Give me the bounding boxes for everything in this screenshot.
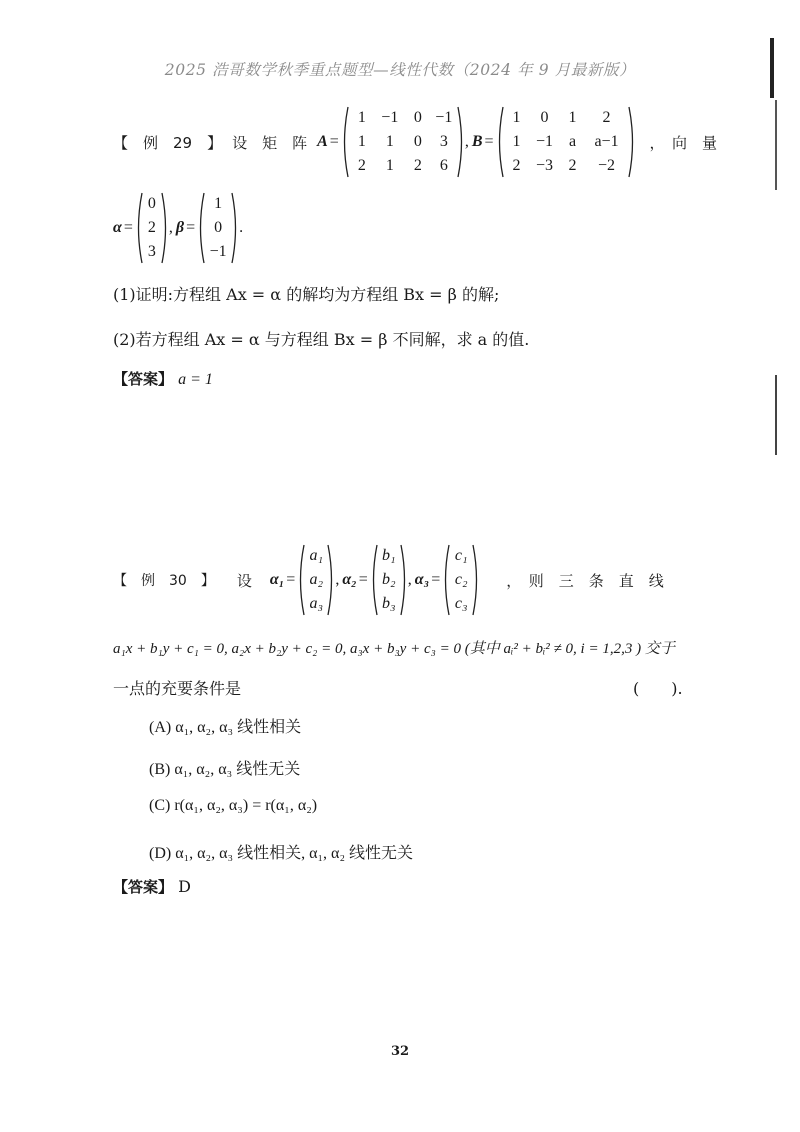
right-paren-icon <box>628 106 636 178</box>
ex29-label: 【 例 29 】 <box>113 133 223 152</box>
vector-alpha2-entry: b₂ <box>382 571 396 588</box>
vector-alpha-name: α <box>113 219 122 236</box>
ex30-answer <box>113 876 191 897</box>
vector-alpha2-entry: b₁ <box>382 547 396 564</box>
answer-value: D <box>178 877 191 896</box>
right-paren-icon <box>231 192 239 264</box>
right-paren-icon <box>472 544 480 616</box>
answer-value: a = 1 <box>178 371 213 388</box>
answer-label: 【答案】 <box>113 878 174 896</box>
vector-beta-entry: 1 <box>214 195 223 212</box>
vector-alpha3-entry: c₃ <box>454 595 468 612</box>
vector-alpha1-entries <box>305 544 327 616</box>
matrix-a-name: A <box>317 133 328 150</box>
vector-alpha-entries <box>143 192 161 264</box>
vector-alpha-entry: 0 <box>147 195 156 212</box>
matrix-b-entry: 1 <box>512 109 521 126</box>
matrix-a-entry: 0 <box>413 133 422 150</box>
option-b: (B) α₁, α₂, α₃ 线性无关 <box>149 761 301 778</box>
matrix-a <box>341 106 465 178</box>
ex29-vector-line: α = 0 2 3 , β = 1 0 −1 . <box>113 190 243 266</box>
matrix-b-entries <box>504 106 628 178</box>
vector-alpha2-entry: b₃ <box>382 595 396 612</box>
ex30-line-equations: a₁x + b₁y + c₁ = 0, a₂x + b₂y + c₂ = 0, a₃x + b₃y + c₃ = 0 (其中 aᵢ² + bᵢ² ≠ 0, i = 1,2,3 ) 交于 <box>113 641 675 657</box>
vector-alpha3 <box>442 544 480 616</box>
ex29-lead: 设 矩 阵 <box>232 133 308 152</box>
matrix-b-entry: 0 <box>540 109 549 126</box>
option-a: (A) α₁, α₂, α₃ 线性相关 <box>149 719 302 736</box>
option-d: (D) α₁, α₂, α₃ 线性相关, α₁, α₂ 线性无关 <box>149 845 414 862</box>
scan-edge-mark <box>775 100 777 190</box>
vector-alpha1-name: α₁ <box>269 571 285 588</box>
scan-edge-mark <box>775 375 777 455</box>
matrix-b-entry: a−1 <box>594 133 619 150</box>
matrix-b-entry: −2 <box>598 157 616 174</box>
vector-beta-entries <box>205 192 231 264</box>
equals-sign: = <box>329 133 339 150</box>
vector-alpha1 <box>297 544 335 616</box>
option-c: (C) r(α₁, α₂, α₃) = r(α₁, α₂) <box>149 797 318 814</box>
vector-alpha3-entries <box>450 544 472 616</box>
left-paren-icon <box>496 106 504 178</box>
vector-alpha3-entry: c₁ <box>454 547 468 564</box>
vector-alpha1-entry: a₁ <box>309 547 324 564</box>
vector-alpha1-entry: a₃ <box>309 595 324 612</box>
matrix-b-entry: a <box>568 133 577 150</box>
matrix-b-entry: 1 <box>568 109 577 126</box>
ex30-vector-line: 【 例 30 】 设 α₁ = a₁ a₂ a₃ , α₂ = b₁ b₂ b₃ , α₃ = c₁ c₂ c₃ ， 则 三 条 直 线 <box>113 542 693 618</box>
left-paren-icon <box>370 544 378 616</box>
vector-alpha-entry: 2 <box>147 219 156 236</box>
vector-alpha3-entry: c₂ <box>454 571 468 588</box>
left-paren-icon <box>442 544 450 616</box>
matrix-a-entry: 1 <box>385 157 394 174</box>
vector-alpha <box>135 192 169 264</box>
matrix-b-entry: −1 <box>536 133 554 150</box>
matrix-b <box>496 106 636 178</box>
left-paren-icon <box>297 544 305 616</box>
matrix-b-entry: 2 <box>568 157 577 174</box>
ex29-question-2: (2)若方程组 Ax = α 与方程组 Bx = β 不同解，求 a 的值. <box>113 330 530 349</box>
vector-beta <box>197 192 239 264</box>
matrix-a-entry: −1 <box>381 109 399 126</box>
right-paren-icon <box>400 544 408 616</box>
vector-beta-entry: 0 <box>214 219 223 236</box>
right-paren-icon <box>457 106 465 178</box>
vector-alpha3-name: α₃ <box>414 571 430 588</box>
matrix-a-entry: 6 <box>439 157 448 174</box>
ex29-tail: ， 向 量 <box>649 133 718 152</box>
matrix-a-entry: 1 <box>357 133 366 150</box>
matrix-a-entry: 1 <box>357 109 366 126</box>
vector-alpha2 <box>370 544 408 616</box>
matrix-a-entry: 3 <box>439 133 448 150</box>
ex30-answer-blank: ( ). <box>633 679 683 698</box>
matrix-a-entry: 0 <box>413 109 422 126</box>
vector-beta-entry: −1 <box>209 243 227 260</box>
ex30-tail: ， 则 三 条 直 线 <box>506 571 664 590</box>
ex30-lead: 设 <box>236 571 252 590</box>
matrix-a-entry: 1 <box>385 133 394 150</box>
ex29-answer <box>113 368 213 389</box>
matrix-b-name: B <box>471 133 483 150</box>
matrix-a-entry: 2 <box>357 157 366 174</box>
ex30-label: 【 例 30 】 <box>113 573 215 589</box>
matrix-b-entry: 2 <box>602 109 611 126</box>
ex30-stem-end: 一点的充要条件是 <box>113 679 242 698</box>
right-paren-icon <box>327 544 335 616</box>
vector-beta-name: β <box>175 219 185 236</box>
matrix-b-entry: 1 <box>512 133 521 150</box>
right-paren-icon <box>161 192 169 264</box>
vector-alpha2-entries <box>378 544 400 616</box>
left-paren-icon <box>341 106 349 178</box>
matrix-a-entry: −1 <box>435 109 453 126</box>
matrix-a-entries <box>349 106 457 178</box>
vector-alpha-entry: 3 <box>147 243 156 260</box>
vector-alpha2-name: α₂ <box>342 571 357 588</box>
left-paren-icon <box>135 192 143 264</box>
answer-label: 【答案】 <box>113 370 174 388</box>
vector-alpha1-entry: a₂ <box>309 571 324 588</box>
ex29-matrix-line: 【 例 29 】 设 矩 阵 A = 1 −1 0 −1 1 1 0 3 2 1 2 6 , B = 1 0 1 2 1 −1 a a−1 2 −3 2 −2 ， 向 量 <box>113 104 717 180</box>
ex29-question-1: (1)证明:方程组 Ax = α 的解均为方程组 Bx = β 的解; <box>113 285 500 304</box>
page-header: 2025 浩哥数学秋季重点题型—线性代数（2024 年 9 月最新版） <box>164 61 636 79</box>
matrix-b-entry: −3 <box>536 157 554 174</box>
matrix-b-entry: 2 <box>512 157 521 174</box>
page-number: 32 <box>390 1044 410 1059</box>
left-paren-icon <box>197 192 205 264</box>
matrix-a-entry: 2 <box>413 157 422 174</box>
